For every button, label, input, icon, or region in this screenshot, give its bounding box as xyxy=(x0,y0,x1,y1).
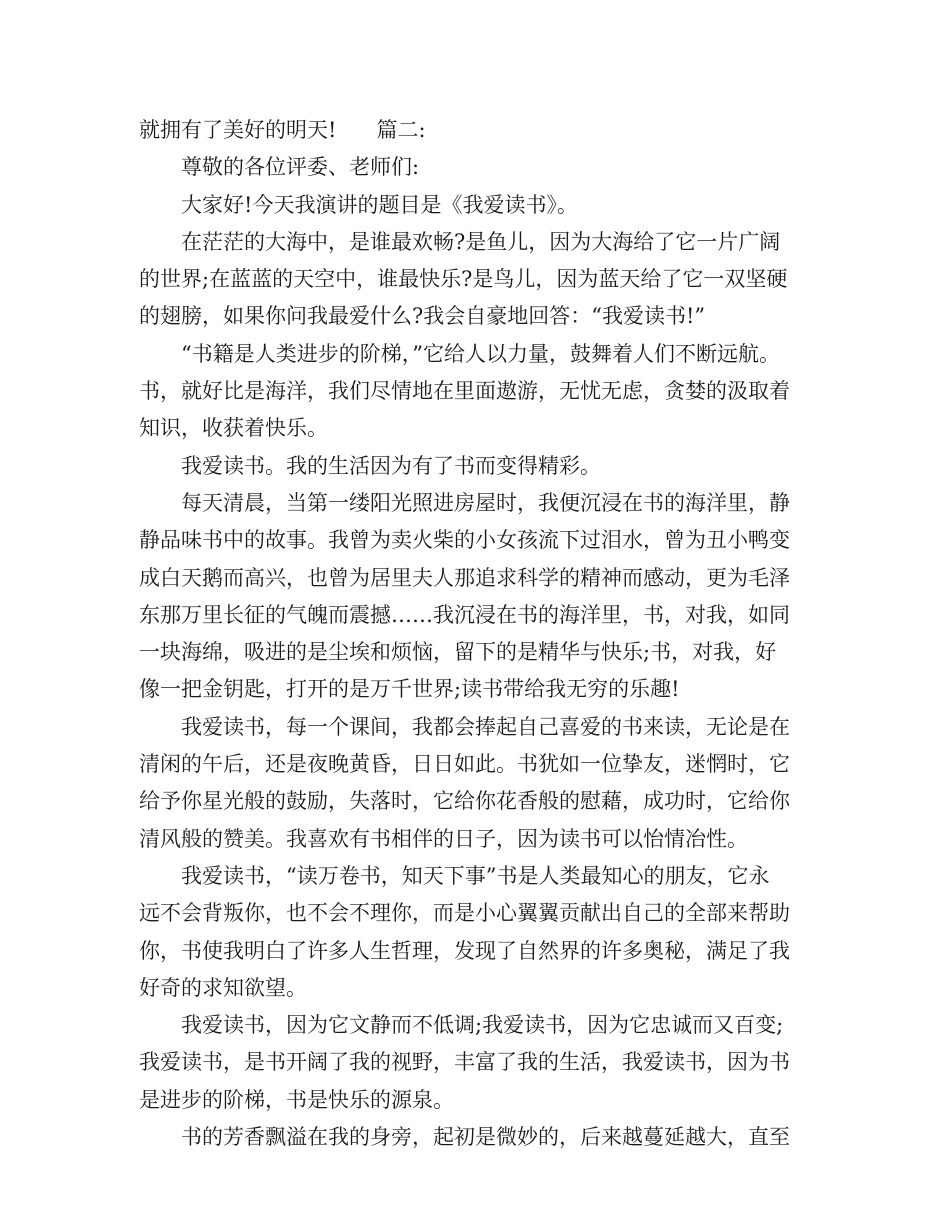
text-line: “书籍是人类进步的阶梯，”它给人以力量，鼓舞着人们不断远航。 xyxy=(181,341,780,366)
text-line: 我爱读书，“读万卷书，知天下事”书是人类最知心的朋友，它永 xyxy=(181,863,770,888)
text-line: 的世界;在蓝蓝的天空中，谁最快乐?是鸟儿，因为蓝天给了它一双坚硬 xyxy=(139,267,788,292)
text-line: 成白天鹅而高兴，也曾为居里夫人那追求科学的精神而感动，更为毛泽 xyxy=(139,565,790,590)
text-line: 给予你星光般的鼓励，失落时，它给你花香般的慰藉，成功时，它给你 xyxy=(139,789,790,814)
text-line: 远不会背叛你，也不会不理你，而是小心翼翼贡献出自己的全部来帮助 xyxy=(139,901,790,926)
text-line: 我爱读书，因为它文静而不低调;我爱读书，因为它忠诚而又百变; xyxy=(181,1013,784,1038)
text-line: 就拥有了美好的明天! 篇二: xyxy=(139,118,426,142)
text-line: 我爱读书。我的生活因为有了书而变得精彩。 xyxy=(181,453,601,478)
section-heading: 篇二: xyxy=(376,118,426,142)
text-line: 每天清晨，当第一缕阳光照进房屋时，我便沉浸在书的海洋里，静 xyxy=(181,490,790,515)
text-line: 我爱读书，每一个课间，我都会捧起自己喜爱的书来读，无论是在 xyxy=(181,714,790,739)
text-line: 我爱读书，是书开阔了我的视野，丰富了我的生活，我爱读书，因为书 xyxy=(139,1050,790,1075)
text-line: 书，就好比是海洋，我们尽情地在里面遨游，无忧无虑，贪婪的汲取着 xyxy=(139,379,790,404)
salutation: 尊敬的各位评委、老师们: xyxy=(181,155,420,180)
text-line: 一块海绵，吸进的是尘埃和烦恼，留下的是精华与快乐;书，对我，好 xyxy=(139,640,777,665)
text-line: 大家好!今天我演讲的题目是《我爱读书》。 xyxy=(181,192,578,217)
text-line: 你，书使我明白了许多人生哲理，发现了自然界的许多奥秘，满足了我 xyxy=(139,938,790,963)
body-text xyxy=(139,112,819,1156)
text-line: 书的芳香飘溢在我的身旁，起初是微妙的，后来越蔓延越大，直至 xyxy=(181,1125,790,1150)
text-line: 东那万里长征的气魄而震撼……我沉浸在书的海洋里，书，对我，如同 xyxy=(139,602,790,627)
text-line: 清风般的赞美。我喜欢有书相伴的日子，因为读书可以怡情冶性。 xyxy=(139,826,748,851)
text-line: 好奇的求知欲望。 xyxy=(139,975,307,1000)
text-line: 清闲的午后，还是夜晚黄昏，日日如此。书犹如一位挚友，迷惘时，它 xyxy=(139,752,790,777)
text-line: 知识，收获着快乐。 xyxy=(139,416,328,441)
text-line: 像一把金钥匙，打开的是万千世界;读书带给我无穷的乐趣! xyxy=(139,677,680,702)
text-line: 的翅膀，如果你问我最爱什么?我会自豪地回答：“我爱读书!” xyxy=(139,304,706,329)
text-line: 是进步的阶梯，书是快乐的源泉。 xyxy=(139,1087,454,1112)
text-line: 静品味书中的故事。我曾为卖火柴的小女孩流下过泪水，曾为丑小鸭变 xyxy=(139,528,790,553)
text-line: 在茫茫的大海中，是谁最欢畅?是鱼儿，因为大海给了它一片广阔 xyxy=(181,229,781,254)
